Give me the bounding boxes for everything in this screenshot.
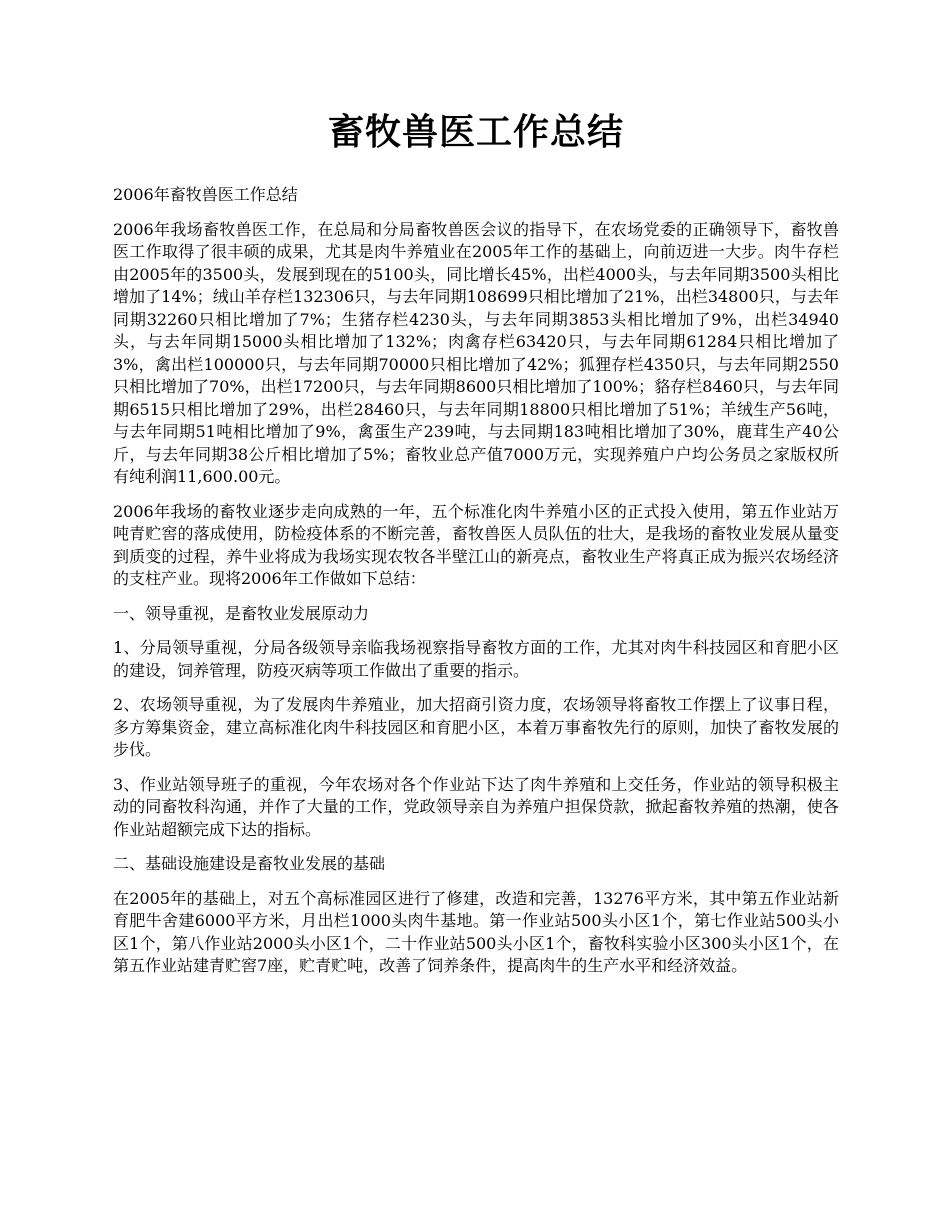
document-title: 畜牧兽医工作总结: [327, 111, 624, 153]
infrastructure-paragraph: 在2005年的基础上，对五个高标准园区进行了修建，改造和完善，13276平方米，其中第五作业站新育肥牛舍建6000平方米，月出栏1000头肉牛基地。第一作业站500头小区1个，第七作业站500头小区1个，第八作业站2000头小区1个，二十作业站500头小区1个，畜牧科实验小区300头小区1个，在第五作业站建青贮窖7座，贮青贮吨，改善了饲养条件，提高肉牛的生产水平和经济效益。: [113, 888, 839, 975]
list-item-1: 1、分局领导重视，分局各级领导亲临我场视察指导畜牧方面的工作，尤其对肉牛科技园区和育肥小区的建设，饲养管理，防疫灭病等项工作做出了重要的指示。: [113, 638, 839, 680]
list-item-2: 2、农场领导重视，为了发展肉牛养殖业，加大招商引资力度，农场领导将畜牧工作摆上了议事日程，多方筹集资金，建立高标准化肉牛科技园区和育肥小区，本着万事畜牧先行的原则，加快了畜牧发展的步伐。: [113, 695, 839, 759]
list-item-3: 3、作业站领导班子的重视，今年农场对各个作业站下达了肉牛养殖和上交任务，作业站的领导积极主动的同畜牧科沟通，并作了大量的工作，党政领导亲自为养殖户担保贷款，掀起畜牧养殖的热潮，使各作业站超额完成下达的指标。: [113, 774, 839, 839]
section-heading-1: 一、领导重视，是畜牧业发展原动力: [113, 603, 370, 623]
overview-paragraph: 2006年我场的畜牧业逐步走向成熟的一年，五个标准化肉牛养殖小区的正式投入使用，第五作业站万吨青贮窖的落成使用，防检疫体系的不断完善，畜牧兽医人员队伍的壮大，是我场的畜牧业发展从量变到质变的过程，养牛业将成为我场实现农牧各半壁江山的新亮点，畜牧业生产将真正成为振兴农场经济的支柱产业。现将2006年工作做如下总结：: [113, 501, 839, 588]
section-heading-2: 二、基础设施建设是畜牧业发展的基础: [113, 854, 386, 873]
statistics-paragraph: 2006年我场畜牧兽医工作，在总局和分局畜牧兽医会议的指导下，在农场党委的正确领导下，畜牧兽医工作取得了很丰硕的成果，尤其是肉牛养殖业在2005年工作的基础上，向前迈进一大步。肉牛存栏由2005年的3500头，发展到现在的5100头，同比增长45%，出栏4000头，与去年同期3500头相比增加了14%；绒山羊存栏132306只，与去年同期108699只相比增加了21%，出栏34800只，与去年同期32260只相比增加了7%；生猪存栏4230头，与去年同期3853头相比增加了9%，出栏34940头，与去年同期15000头相比增加了132%；肉禽存栏63420只，与去年同期61284只相比增加了3%，禽出栏100000只，与去年同期70000只相比增加了42%；狐狸存栏4350只，与去年同期2550只相比增加了70%，出栏17200只，与去年同期8600只相比增加了100%；貉存栏8460只，与去年同期6515只相比增加了29%，出栏28460只，与去年同期18800只相比增加了51%；羊绒生产56吨，与去年同期51吨相比增加了9%，禽蛋生产239吨，与去同期183吨相比增加了30%，鹿茸生产40公斤，与去年同期38公斤相比增加了5%；畜牧业总产值7000万元，实现养殖户户均公务员之家版权所有纯利润11,600.00元。: [113, 219, 839, 486]
subtitle-paragraph: 2006年畜牧兽医工作总结: [113, 185, 298, 204]
